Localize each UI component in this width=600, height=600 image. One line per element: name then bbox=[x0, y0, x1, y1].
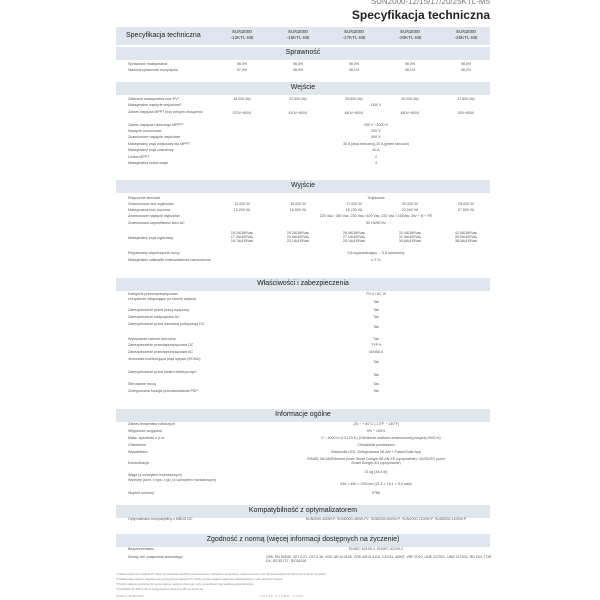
footnote: *3 Każde napięcie wejściowe DC spoza zakresu napięcia roboczego może spowodować nieprawidłową pracę falownika. bbox=[116, 583, 254, 586]
model-header-17ktl: SUN2000 -17KTL-M5 bbox=[342, 29, 366, 40]
footer-version: Wersja nr: 02-20210514 bbox=[116, 595, 144, 598]
section-output: Wyjście bbox=[116, 180, 490, 193]
footer-website: SOLAR.HUAWEI.COM/ bbox=[260, 595, 305, 598]
section-compliance: Zgodność z normą (więcej informacji dostępnych na życzenie) bbox=[116, 534, 490, 547]
model-header-15ktl: SUN2000 -15KTL-M5 bbox=[286, 29, 310, 40]
document-title: Specyfikacja techniczna bbox=[351, 8, 490, 22]
footnote: *1 Maksymalna moc instalacji PV zależy od warunków instalacji (orientacja paneli, nachylenie, temperatura, nasłonecznienie) oraz wybranej konfiguracji łańcuchów w danym projekcie. bbox=[116, 573, 327, 576]
model-header-25ktl: SUN2000 -25KTL-M5 bbox=[454, 29, 478, 40]
spec-page: SUN2000-12/15/17/20/25KTL-M5 Specyfikacja techniczna Specyfikacja techniczna SUN2000 -12KTL-M5 SUN2000 -15KTL-M5 SUN2000 -17KTL-M5 SUN2000 -20KTL-M5 SUN2000 -25KTL-M5 Sprawność Sprawność maksymalna 98,4% 98,4% 98,4% 98,4% 98,6% Ważona sprawność europejska 97,9% 98,0% 98,1% 98,1% 98,2% Wejście Zalecana maksymalna moc PV¹ 18,000 Wp 22,500 Wp 25,500 Wp 30,000 Wp 37,500 Wp Maksymalne napięcie wejściowe² 1100 V Zakres napięcia MPPT przy pełnym obciążeniu 370V~800V 410V~800V 440V~800V 480V~800V 530~800V Zakres napięcia roboczego MPPT³ 200 V ~1000 V Napięcie rozruchowe 200 V Znamionowe napięcie wejściowe 600 V Maksymalny prąd wejściowy dla MPPT 30 A (dwa łańcuchy),20 A (jeden łańcuch) Maksymalny prąd zwarciowy 40 A Liczba MPPT 2 Maksymalna liczba wejść 4 Wyjście Połączenie sieciowe Trójfazowe Znamionowa moc wyjściowa 12,000 W 15,000 W 17,000 W 20,000 W 25,000 W Maksymalna moc pozorna 13,200 VA 16,500 VA 18,700 VA 22,000 VA 27,500 VA Znamionowe napięcie wyjściowe 220 Vac / 380 Vac, 230 Vac / 400 Vac, 220 Vac / 415Vac, 3W + N + PE Znamionowa częstotliwość sieci AC 50 Hz/60 Hz Maksymalny prąd wyjściowy 18,2A/380Vac 17,3A/400Vac 16,7A/415Vac 25,2A/380Vac 23,9A/400Vac 23,1A/415Vac 28,4A/380Vac 27,1A/400Vac 26,1A/415Vac 33,4A/380Vac 31,9A/400Vac 30,8A/415Vac 42,0A/380Vac 39,9A/400Vac 38,5A/415Vac Regulowany współczynnik mocy 0,8 wyprzedzający ... 0,8 opóźniony Maksymalne całkowite zniekształcenia harmoniczne ≤ 3 % Właściwości i zabezpieczenia Kategoria przeciwprzepięciowa PV II / AC III Urządzenie odłączające po stronie wejścia Tak Zabezpieczenie przed pracą wyspową Tak Zabezpieczenie nadprądowe AC Tak Zabezpieczenie przed odwrotną polaryzacją DC Tak Wykrywanie usterek łańcucha Tak Zabezpieczenie przeciwprzepięciowe DC TYP II Zabezpieczenie przeciwprzepięciowe AC 40/45A II Jednostka monitorująca prąd upływu (RCMU) Tak Zabezpieczenie przed łukiem elektrycznym Tak Sterowanie mocą Tak Zintegrowana funkcja przeciwdziałania PID⁴ Tak Informacje ogólne Zakres temperatur roboczych -25 ~ + 60°C (-13°F ~ 140°F) Wilgotność względna 0% ~ 100% Maks. wysokość n.p.m. 0 ~ 4000 m (13,123 ft.) (Obniżenie wartości znamionowej powyżej 2000 m) Chłodzenie Chłodzenie powietrzem Wyświetlacz Wskaźniki LED; Zintegrowana WLAN + FusionSolar App Komunikacja RS485; WLAN/Ethernet przez Smart Dongle-WLAN-FE (opcjonalnie); 4G/3G/2G przez Smart Dongle-4G (opcjonalnie) Waga (z uchwytem montażowym) 21 kg (46,4 lb) Wymiary (szer. x wys. x gł.) (z uchwytem montażowym) 546 × 460 × 228 mm (21,5 × 18,1 × 9,0 cala) Stopień ochrony IP66 Kompatybilność z optymalizatorem Optymalizator kompatybilny z MBUS DC SUN2000-450W-P, SUN2000-450W-P2, SUN2000-600W-P, SUN2000-1100W-P, SUN2000-1100W-P Zgodność z normą (więcej informacji dostępnych na życzenie) Bezpieczeństwo EN/IEC 62109-1, EN/IEC 62109-2 Normy dot. połączenia sieciowego G99, EN 50549, CEI 0-21, CEI 0-16, VDE-AR-N-4105, VDE-AR-N-4110, C10/11, ABNT, VRF 2019, UNE 217001, UNE 217002, RD 244, TOR D4, IEC61727, IEC62116 *1 Maksymalna moc instalacji PV zależy od warunków instalacji (orientacja paneli, nachylenie, temperatura, nasłonecznienie) oraz wybranej konfiguracji łańcuchów w danym projekcie. *2 Maksymalne napięcie wejściowe jest górną granicą napięcia DC. Każde wyższe napięcie wejściowe prawdopodobnie może uszkodzić falownik. *3 Każde napięcie wejściowe DC spoza zakresu napięcia roboczego może spowodować nieprawidłową pracę falownika. *4 SUN2000-12~25KTL-M5 ze zintegrowaną funkcją anty-PID po stronie AC. Wersja nr: 02-20210514 SOLAR.HUAWEI.COM/ bbox=[0, 0, 600, 600]
table-column-header bbox=[116, 27, 490, 45]
footnote: *4 SUN2000-12~25KTL-M5 ze zintegrowaną funkcją anty-PID po stronie AC. bbox=[116, 588, 205, 591]
document-subtitle: SUN2000-12/15/17/20/25KTL-M5 bbox=[370, 0, 490, 6]
model-header-20ktl: SUN2000 -20KTL-M5 bbox=[398, 29, 422, 40]
column-header-label: Specyfikacja techniczna bbox=[126, 32, 201, 39]
section-general: Informacje ogólne bbox=[116, 409, 490, 422]
section-optimizer: Kompatybilność z optymalizatorem bbox=[116, 505, 490, 518]
section-input: Wejście bbox=[116, 82, 490, 95]
footnote: *2 Maksymalne napięcie wejściowe jest górną granicą napięcia DC. Każde wyższe napięcie wejściowe prawdopodobnie może uszkodzić falownik. bbox=[116, 578, 284, 581]
section-efficiency: Sprawność bbox=[116, 47, 490, 60]
section-protection: Właściwości i zabezpieczenia bbox=[116, 278, 490, 291]
model-header-12ktl: SUN2000 -12KTL-M5 bbox=[230, 29, 254, 40]
